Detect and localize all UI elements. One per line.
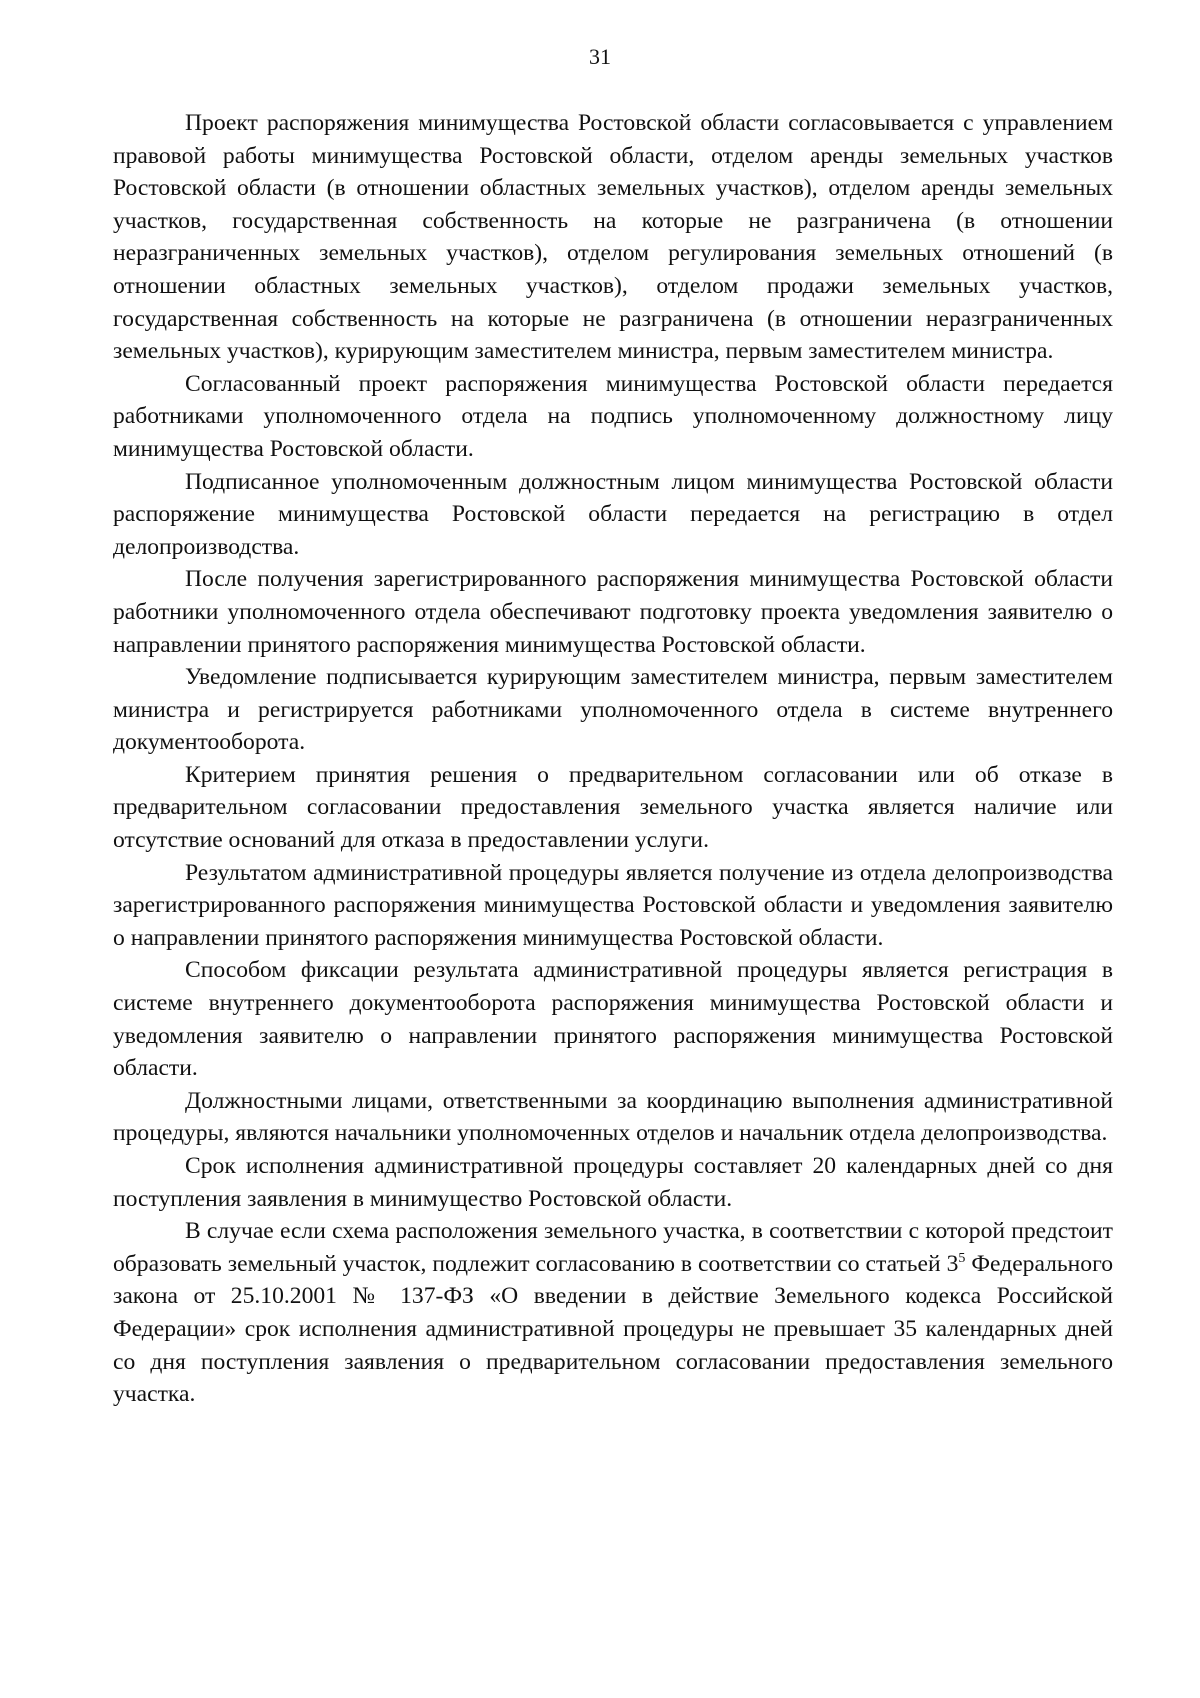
paragraph-8: Способом фиксации результата административной процедуры является регистрация в системе внутреннего документооборота распоряжения минимущества Ростовской области и уведомления заявителю о направлении принятого распоряжения минимущества Ростовской области. — [113, 957, 1113, 1082]
paragraph-9: Должностными лицами, ответственными за координацию выполнения административной процедуры, являются начальники уполномоченных отделов и начальник отдела делопроизводства. — [113, 1087, 1113, 1147]
page-number: 31 — [589, 44, 611, 69]
paragraph-5: Уведомление подписывается курирующим заместителем министра, первым заместителем министра и регистрируется работниками уполномоченного отдела в системе внутреннего документооборота. — [113, 664, 1113, 756]
paragraph-11-part-1: В случае если схема расположения земельного участка, в соответствии с которой предстоит образовать земельный участок, подлежит согласованию в соответствии со статьей 3 — [113, 1218, 1113, 1277]
paragraph-11 — [113, 1215, 1113, 1411]
document-body — [113, 107, 1113, 1411]
paragraph-1: Проект распоряжения минимущества Ростовской области согласовывается с управлением правовой работы минимущества Ростовской области, отделом аренды земельных участков Ростовской области (в отношении областных земельных участков), отделом аренды земельных участков, государственная собственность на которые не разграничена (в отношении неразграниченных земельных участков), отделом регулирования земельных отношений (в отношении областных земельных участков), отделом продажи земельных участков, государственная собственность на которые не разграничена (в отношении неразграниченных земельных участков), курирующим заместителем министра, первым заместителем министра. — [113, 110, 1113, 365]
paragraph-3: Подписанное уполномоченным должностным лицом минимущества Ростовской области распоряжение минимущества Ростовской области передается на регистрацию в отдел делопроизводства. — [113, 468, 1113, 560]
paragraph-11-part-2: Федерального закона от 25.10.2001 № 137-ФЗ «О введении в действие Земельного кодекса Российской Федерации» срок исполнения административной процедуры не превышает 35 календарных дней со дня поступления заявления о предварительном согласовании предоставления земельного участка. — [113, 1250, 1113, 1408]
paragraph-2: Согласованный проект распоряжения минимущества Ростовской области передается работниками уполномоченного отдела на подпись уполномоченному должностному лицу минимущества Ростовской области. — [113, 370, 1113, 462]
paragraph-10: Срок исполнения административной процедуры составляет 20 календарных дней со дня поступления заявления в минимущество Ростовской области. — [113, 1153, 1113, 1212]
paragraph-7: Результатом административной процедуры является получение из отдела делопроизводства зарегистрированного распоряжения минимущества Ростовской области и уведомления заявителю о направлении принятого распоряжения минимущества Ростовской области. — [113, 859, 1113, 951]
paragraph-6: Критерием принятия решения о предварительном согласовании или об отказе в предварительном согласовании предоставления земельного участка является наличие или отсутствие оснований для отказа в предоставлении услуги. — [113, 761, 1113, 854]
article-superscript: 5 — [958, 1250, 966, 1266]
paragraph-4: После получения зарегистрированного распоряжения минимущества Ростовской области работники уполномоченного отдела обеспечивают подготовку проекта уведомления заявителю о направлении принятого распоряжения минимущества Ростовской области. — [113, 566, 1113, 658]
